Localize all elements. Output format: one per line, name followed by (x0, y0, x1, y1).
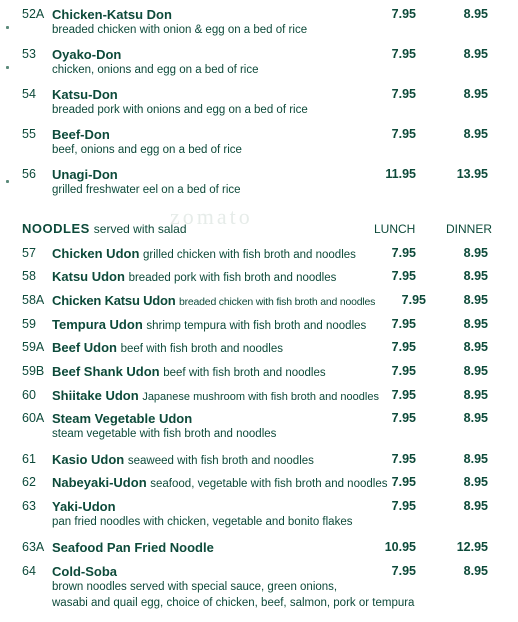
dinner-price: 8.95 (463, 475, 488, 489)
item-name-text: Beef Udon (52, 340, 117, 355)
item-name-text: Nabeyaki-Udon (52, 475, 147, 490)
item-name (52, 340, 283, 355)
dinner-price: 8.95 (463, 340, 488, 354)
item-name-text: Shiitake Udon (52, 388, 139, 403)
item-name (52, 452, 314, 467)
item-description: seafood, vegetable with fish broth and noodles (150, 478, 388, 490)
section-title: NOODLES (22, 221, 90, 236)
item-name: Seafood Pan Fried Noodle (52, 540, 214, 555)
item-name-text: Chicken Katsu Udon (52, 293, 176, 308)
lunch-price: 11.95 (385, 167, 416, 181)
dinner-price: 8.95 (463, 7, 488, 21)
item-number: 57 (22, 246, 36, 260)
item-name: Yaki-Udon (52, 499, 116, 514)
item-number: 56 (22, 167, 36, 181)
lunch-price: 7.95 (391, 499, 416, 513)
item-description: breaded chicken with fish broth and noodles (178, 296, 376, 308)
dinner-price: 8.95 (463, 293, 488, 307)
dinner-price: 8.95 (463, 564, 488, 578)
dinner-price: 8.95 (463, 317, 488, 331)
section-subtitle: served with salad (93, 222, 187, 236)
lunch-price: 7.95 (391, 340, 416, 354)
dinner-price: 8.95 (463, 47, 488, 61)
item-number: 61 (22, 452, 36, 466)
lunch-price: 7.95 (391, 317, 416, 331)
item-name (52, 388, 379, 403)
item-number: 62 (22, 475, 36, 489)
lunch-price: 7.95 (391, 452, 416, 466)
item-number: 63 (22, 499, 36, 513)
item-name: Steam Vegetable Udon (52, 411, 193, 426)
dinner-price: 8.95 (463, 87, 488, 101)
dinner-price: 8.95 (463, 127, 488, 141)
lunch-price: 7.95 (391, 246, 416, 260)
lunch-price: 7.95 (391, 127, 416, 141)
edge-mark (6, 180, 9, 183)
item-name (52, 475, 387, 490)
lunch-price: 7.95 (391, 87, 416, 101)
item-description: grilled freshwater eel on a bed of rice (52, 184, 241, 196)
item-description: shrimp tempura with fish broth and noodles (146, 320, 367, 332)
item-number: 60 (22, 388, 36, 402)
item-description: beef with fish broth and noodles (163, 367, 326, 379)
item-name: Cold-Soba (52, 564, 117, 579)
edge-mark (6, 26, 9, 29)
item-number: 59B (22, 364, 45, 378)
dinner-price: 8.95 (463, 499, 488, 513)
item-name (52, 364, 326, 379)
item-number: 64 (22, 564, 36, 578)
item-description: breaded pork with fish broth and noodles (128, 272, 337, 284)
lunch-price: 7.95 (391, 564, 416, 578)
item-description: beef with fish broth and noodles (120, 343, 284, 355)
item-number: 58 (22, 269, 36, 283)
dinner-price: 8.95 (463, 269, 488, 283)
item-description: seaweed with fish broth and noodles (127, 455, 314, 467)
item-description: pan fried noodles with chicken, vegetable and bonito flakes (52, 516, 353, 528)
lunch-price: 7.95 (391, 47, 416, 61)
item-name (52, 269, 336, 284)
lunch-price: 7.95 (401, 293, 426, 307)
dinner-price: 8.95 (463, 388, 488, 402)
dinner-price: 8.95 (463, 411, 488, 425)
lunch-column-header: LUNCH (374, 222, 416, 236)
item-name-text: Katsu Udon (52, 269, 125, 284)
lunch-price: 7.95 (391, 475, 416, 489)
lunch-price: 7.95 (391, 388, 416, 402)
item-description-line-2: wasabi and quail egg, choice of chicken, beef, salmon, pork or tempura (52, 597, 415, 609)
item-name-text: Tempura Udon (52, 317, 143, 332)
dinner-price: 12.95 (456, 540, 488, 554)
edge-mark (6, 66, 9, 69)
item-name-text: Chicken Udon (52, 246, 140, 261)
dinner-price: 8.95 (463, 452, 488, 466)
item-number: 53 (22, 47, 36, 61)
dinner-price: 13.95 (456, 167, 488, 181)
dinner-price: 8.95 (463, 246, 488, 260)
lunch-price: 7.95 (391, 7, 416, 21)
item-description: chicken, onions and egg on a bed of rice (52, 64, 259, 76)
item-name-text: Beef Shank Udon (52, 364, 160, 379)
item-number: 60A (22, 411, 45, 425)
item-description: Japanese mushroom with fish broth and noodles (142, 391, 379, 403)
item-description: breaded pork with onions and egg on a bed of rice (52, 104, 308, 116)
item-name: Unagi-Don (52, 167, 118, 182)
item-number: 55 (22, 127, 36, 141)
lunch-price: 7.95 (391, 269, 416, 283)
item-name: Beef-Don (52, 127, 110, 142)
item-name: Chicken-Katsu Don (52, 7, 172, 22)
item-description: steam vegetable with fish broth and noodles (52, 428, 277, 440)
item-number: 52A (22, 7, 45, 21)
item-number: 58A (22, 293, 45, 307)
dinner-column-header: DINNER (446, 222, 493, 236)
lunch-price: 7.95 (391, 364, 416, 378)
section-header (22, 221, 187, 236)
watermark: zomato (170, 204, 253, 229)
lunch-price: 10.95 (384, 540, 416, 554)
item-name (52, 317, 366, 332)
item-description: breaded chicken with onion & egg on a bed of rice (52, 24, 308, 36)
item-name (52, 246, 356, 261)
item-number: 63A (22, 540, 45, 554)
dinner-price: 8.95 (463, 364, 488, 378)
item-name (52, 293, 375, 308)
item-name: Katsu-Don (52, 87, 118, 102)
item-number: 54 (22, 87, 36, 101)
item-name: Oyako-Don (52, 47, 122, 62)
item-description: grilled chicken with fish broth and noodles (143, 249, 356, 261)
item-name-text: Kasio Udon (52, 452, 125, 467)
item-description: beef, onions and egg on a bed of rice (52, 144, 242, 156)
item-description: brown noodles served with special sauce, green onions, (52, 581, 338, 593)
item-number: 59 (22, 317, 36, 331)
item-number: 59A (22, 340, 45, 354)
lunch-price: 7.95 (391, 411, 416, 425)
